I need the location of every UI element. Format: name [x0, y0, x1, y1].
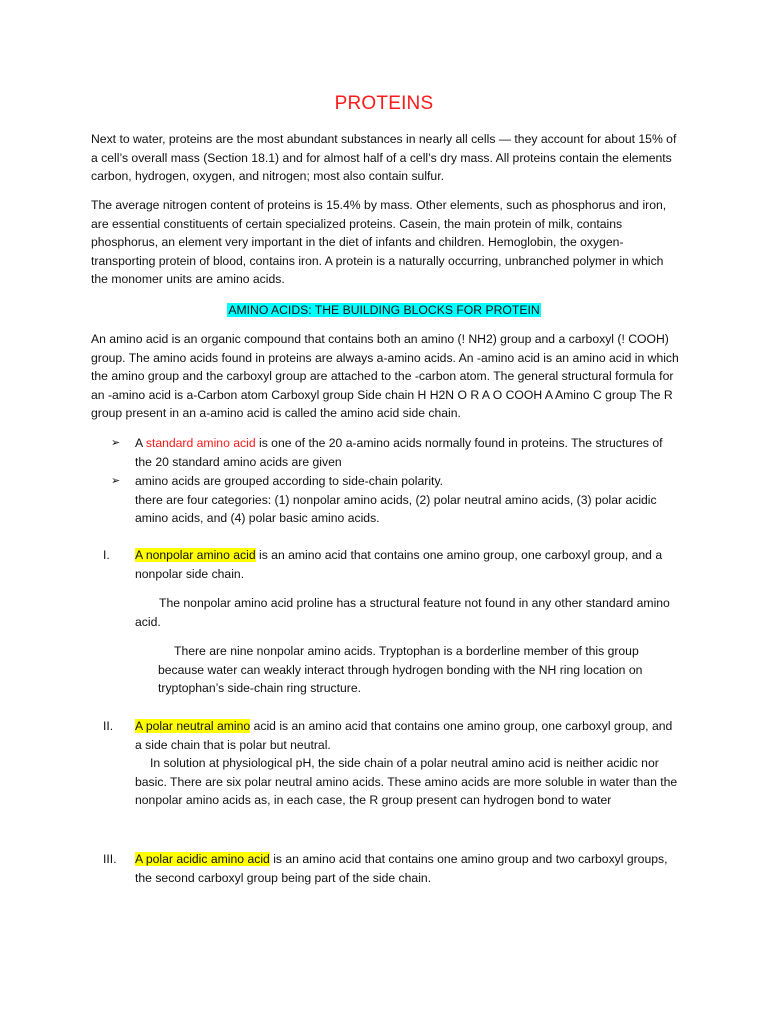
p1-text-c: — they account for about 15% of a cell’s overall mass (Section 18.1) and for almost half of a cell’s dry mass. All proteins contain the elements carbon, hydrogen, oxygen, and nitrogen; most also contain sulfur. — [91, 132, 677, 184]
p3-text-c: A Amino C group The R group present in an a-amino acid is called the amino acid side chain. — [91, 387, 673, 421]
section-heading: AMINO ACIDS: THE BUILDING BLOCKS FOR PROTEIN — [228, 303, 540, 317]
b2-line-2: there are four categories: (1) nonpolar amino acids, (2) polar neutral amino acids, (3) polar acidic amino acids, and (4) polar basic amino acids. — [135, 492, 657, 526]
nitrogen-paragraph — [91, 196, 681, 289]
nonpolar-definition — [135, 546, 681, 583]
b1-text-a: A — [135, 436, 146, 450]
p1-text-a: Next to water, — [91, 132, 169, 146]
page-title: PROTEINS — [334, 93, 434, 114]
proline-note: The nonpolar amino acid proline has a structural feature not found in any other standard amino acid. — [135, 596, 670, 629]
p2-text-c: , are essential constituents of certain specialized proteins. Casein, the main protein of milk, contains phosphorus, an element very important in the diet of infants and children. Hemoglobin, the oxygen-transporting protein of blood, contains iron. A protein is a naturally occurring, unbranched polymer in which the monomer units are amino acids. — [91, 198, 667, 287]
polar-neutral-note: In solution at physiological pH, the side chain of a polar neutral amino acid is neither acidic nor basic. There are six polar neutral amino acids. These amino acids are more soluble in water than the nonpolar amino acids as, in each case, the R group present can hydrogen bond to water — [135, 756, 678, 808]
b2-line-1: amino acids are grouped according to side-chain polarity. — [135, 474, 444, 488]
p2-text-b: phosphorus and iron — [551, 198, 663, 212]
p1-text-b: proteins are the most abundant substances in nearly all cells — [168, 132, 496, 146]
bullet-arrow-icon: ➢ — [111, 475, 121, 487]
s1-rest: is an amino acid that contains one amino group, one carboxyl group, and a nonpolar side chain. — [135, 548, 663, 581]
s2-rest: acid is an amino acid that contains one amino group, one carboxyl group, and a side chain that is polar but neutral. — [135, 719, 673, 752]
section-heading-wrap — [0, 301, 768, 319]
tryptophan-note: There are nine nonpolar amino acids. Tryptophan is a borderline member of this group because water can weakly interact through hydrogen bonding with the NH ring location on tryptophan’s side-chain ring structure. — [158, 644, 643, 696]
bullet-arrow-icon: ➢ — [111, 437, 121, 449]
section-number: I. — [103, 548, 110, 562]
nonpolar-term: A nonpolar amino acid — [135, 548, 256, 562]
p3-formula: H H2N O R A O COOH — [417, 387, 543, 402]
polar-acidic-definition — [135, 850, 681, 887]
polar-acidic-term: A polar acidic amino acid — [135, 852, 270, 866]
intro-paragraph — [91, 130, 681, 186]
bullet-standard-amino-acid — [135, 434, 681, 471]
amino-acid-paragraph — [91, 330, 681, 423]
polar-neutral-term: A polar neutral amino — [135, 719, 251, 733]
s3-rest: is an amino acid that contains one amino group and two carboxyl groups, the second carboxyl group being part of the side chain. — [135, 852, 668, 885]
section-number: III. — [103, 852, 117, 866]
p2-text-a: The average nitrogen content of proteins is 15.4% by mass. Other elements, such as — [91, 198, 552, 212]
p3-text-a: An amino acid is an organic compound that contains both an amino (! NH2) group and a carboxyl (! COOH) group. The amino acids found in proteins are always a-amino acids. An -amino acid is an amino acid in which the amino group and the carboxyl group are attached to the -carbon atom. The general structural formula for an -amino acid is a-Carbon atom Carboxyl group Side chain — [91, 332, 679, 402]
bullet-grouping — [135, 472, 681, 528]
standard-amino-acid-term: standard amino acid — [145, 436, 256, 450]
b1-text-c: is one of the 20 a-amino acids normally found in proteins. The structures of the 20 standard amino acids are given — [135, 436, 663, 469]
section-number: II. — [103, 719, 114, 733]
polar-neutral-definition — [135, 717, 681, 754]
